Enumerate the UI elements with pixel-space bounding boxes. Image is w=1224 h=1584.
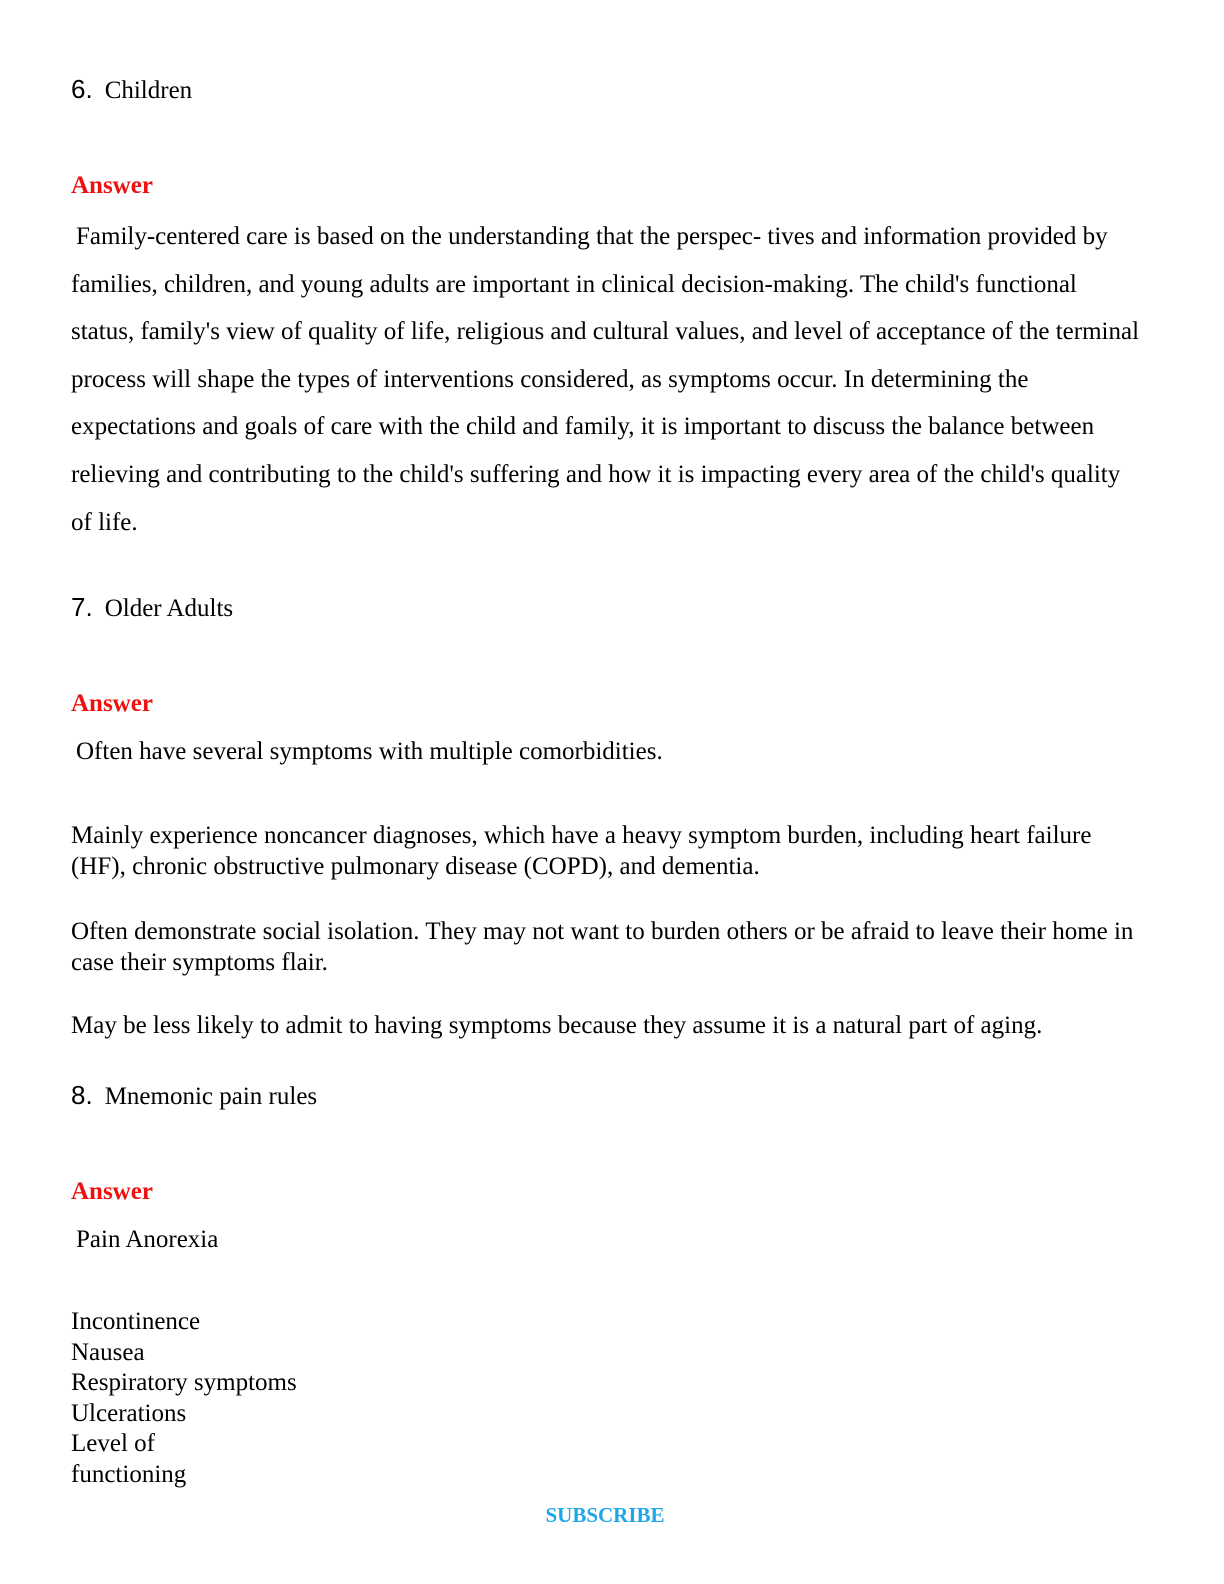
answer-label: Answer [71,172,153,199]
question-title: Older Adults [104,595,234,622]
question-number: 6. [71,74,93,104]
list-item: Respiratory symptoms [71,1369,297,1397]
question-title: Children [104,77,193,104]
answer-paragraph: May be less likely to admit to having symptoms because they assume it is a natural part of aging. [71,1012,1043,1039]
answer-label: Answer [71,1178,153,1205]
question-number: 7. [71,592,93,622]
mnemonic-list [71,1307,297,1491]
question-7-heading [71,592,233,624]
question-8-heading [71,1080,317,1112]
question-6-heading [71,74,192,106]
question-title: Mnemonic pain rules [104,1083,318,1110]
list-item: Ulcerations [71,1399,187,1427]
answer-paragraph: Often demonstrate social isolation. They may not want to burden others or be afraid to leave their home in case their symptoms flair. [71,918,1134,976]
answer-paragraph: Pain Anorexia [76,1226,219,1253]
answer-label: Answer [71,690,153,717]
question-number: 8. [71,1080,93,1110]
subscribe-link[interactable]: SUBSCRIBE [545,1503,665,1527]
answer-paragraph: Family-centered care is based on the understanding that the perspec- tives and information provided by families, children, and young adults are important in clinical decision-making. The child's functional status, family's view of quality of life, religious and cultural values, and level of acceptance of the terminal process will shape the types of interventions considered, as symptoms occur. In determining the expectations and goals of care with the child and family, it is important to discuss the balance between relieving and contributing to the child's suffering and how it is impacting every area of the child's quality of life. [71,223,1140,536]
list-item: functioning [71,1460,187,1488]
answer-paragraph: Mainly experience noncancer diagnoses, which have a heavy symptom burden, including heart failure (HF), chronic obstructive pulmonary disease (COPD), and dementia. [71,822,1092,880]
list-item: Level of [71,1430,155,1458]
list-item: Incontinence [71,1308,201,1335]
list-item: Nausea [71,1338,145,1366]
answer-paragraph: Often have several symptoms with multiple comorbidities. [76,738,663,765]
